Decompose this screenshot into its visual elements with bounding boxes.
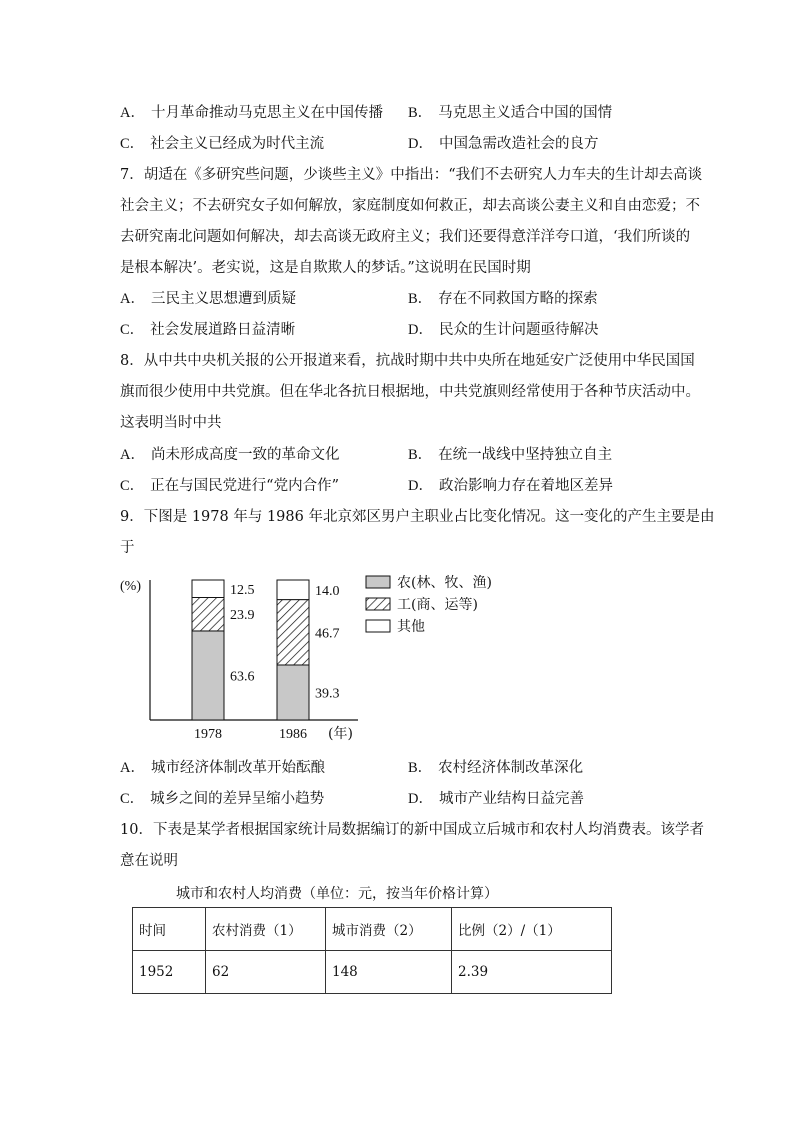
table-header-cell: 城市消费（2） [326,908,452,951]
option-key: C． [120,322,145,338]
option-key: D． [408,791,433,807]
q10-stem-line: 10．下表是某学者根据国家统计局数据编订的新中国成立后城市和农村人均消费表。该学者 [120,822,704,838]
table-header-cell: 比例（2）/（1） [452,908,612,951]
data-label: 23.9 [230,608,255,624]
bar-segment [192,580,224,598]
option-key: B． [408,105,433,121]
chart-bars [192,580,309,720]
option-text: 三民主义思想遭到质疑 [150,291,296,307]
table-header-row [133,908,612,951]
option-text: 社会发展道路日益清晰 [150,322,296,338]
q8-option-b [408,445,612,465]
q8-option-d [408,476,613,496]
option-key: D． [408,136,433,152]
data-label: 63.6 [230,669,255,685]
q10-stem-line: 意在说明 [120,853,178,869]
option-text: 民众的生计问题亟待解决 [438,322,599,338]
x-tick-label: 1978 [194,727,222,742]
q8-stem-line: 旗而很少使用中共党旗。但在华北各抗日根据地，中共党旗则经常使用于各种节庆活动中。 [120,384,700,400]
option-text: 十月革命推动马克思主义在中国传播 [150,105,383,121]
table-cell: 2.39 [452,951,612,994]
q7-option-b [408,289,598,309]
option-key: C． [120,478,145,494]
data-label: 12.5 [230,582,255,598]
option-key: A． [120,760,145,776]
option-text: 城市产业结构日益完善 [438,791,584,807]
table-cell: 1952 [133,951,206,994]
consumption-table [132,907,612,994]
option-key: B． [408,760,433,776]
option-key: D． [408,478,433,494]
q6-option-c [120,134,324,154]
q9-option-d [408,789,584,809]
q6-option-d [408,134,598,154]
q7-stem-line: 是根本解决’。老实说，这是自欺欺人的梦话。”这说明在民国时期 [120,260,531,276]
bar-segment [192,631,224,720]
q8-stem-line: 8．从中共中央机关报的公开报道来看，抗战时期中共中央所在地延安广泛使用中华民国国 [120,353,695,369]
option-key: A． [120,105,145,121]
y-axis-label: (%) [120,579,141,594]
q8-stem-line: 这表明当时中共 [120,415,222,431]
option-key: A． [120,291,145,307]
legend-label: 工(商、运等) [397,597,478,613]
option-text: 在统一战线中坚持独立自主 [438,447,613,463]
data-label: 14.0 [315,583,340,599]
x-axis-label: (年) [328,726,353,742]
q9-option-b [408,758,583,778]
occupation-stacked-bar-chart [110,568,530,750]
option-text: 中国急需改造社会的良方 [438,136,599,152]
bar-segment [277,665,309,720]
x-tick-label: 1986 [279,727,307,742]
q7-stem-line: 社会主义；不去研究女子如何解放，家庭制度如何救正，却去高谈公妻主义和自由恋爱；不 [120,198,700,214]
legend-swatch [366,598,390,610]
table-header-cell: 农村消费（1） [206,908,326,951]
legend-label: 农(林、牧、渔) [397,575,492,591]
table-row [133,951,612,994]
q9-stem-line: 于 [120,540,135,556]
option-text: 正在与国民党进行“党内合作” [150,478,339,494]
option-text: 政治影响力存在着地区差异 [438,478,613,494]
q7-stem-line: 7．胡适在《多研究些问题，少谈些主义》中指出：“我们不去研究人力车夫的生计却去高谈 [120,167,703,183]
q8-option-a [120,445,339,465]
bar-segment [277,600,309,665]
q6-option-b [408,103,612,123]
option-key: C． [120,791,145,807]
option-key: C． [120,136,145,152]
option-text: 马克思主义适合中国的国情 [438,105,613,121]
data-label: 39.3 [315,686,340,702]
table-cell: 148 [326,951,452,994]
table-cell: 62 [206,951,326,994]
q9-option-a [120,758,325,778]
q6-option-a [120,103,383,123]
legend-swatch [366,576,390,588]
option-key: B． [408,447,433,463]
option-text: 城乡之间的差异呈缩小趋势 [150,791,325,807]
q7-stem-line: 去研究南北问题如何解决，却去高谈无政府主义；我们还要得意洋洋夸口道，‘我们所谈的 [120,229,691,245]
chart-axes [120,579,358,742]
q9-option-c [120,789,324,809]
chart-legend [366,574,492,635]
q7-option-a [120,289,296,309]
option-key: D． [408,322,433,338]
option-text: 存在不同救国方略的探索 [438,291,598,307]
data-label: 46.7 [315,626,340,642]
bar-segment [277,580,309,600]
option-key: A． [120,447,145,463]
q9-stem-line: 9．下图是 1978 年与 1986 年北京郊区男户主职业占比变化情况。这一变化的产生主要是由 [120,509,715,525]
table-caption: 城市和农村人均消费（单位：元，按当年价格计算） [176,886,498,902]
option-text: 农村经济体制改革深化 [438,760,584,776]
bar-segment [192,598,224,631]
option-text: 城市经济体制改革开始酝酿 [150,760,325,776]
table-header-cell: 时间 [133,908,206,951]
option-text: 社会主义已经成为时代主流 [150,136,325,152]
q8-option-c [120,476,339,496]
legend-label: 其他 [397,619,425,635]
q7-option-c [120,320,295,340]
q7-option-d [408,320,598,340]
legend-swatch [366,620,390,632]
option-key: B． [408,291,433,307]
option-text: 尚未形成高度一致的革命文化 [150,447,340,463]
